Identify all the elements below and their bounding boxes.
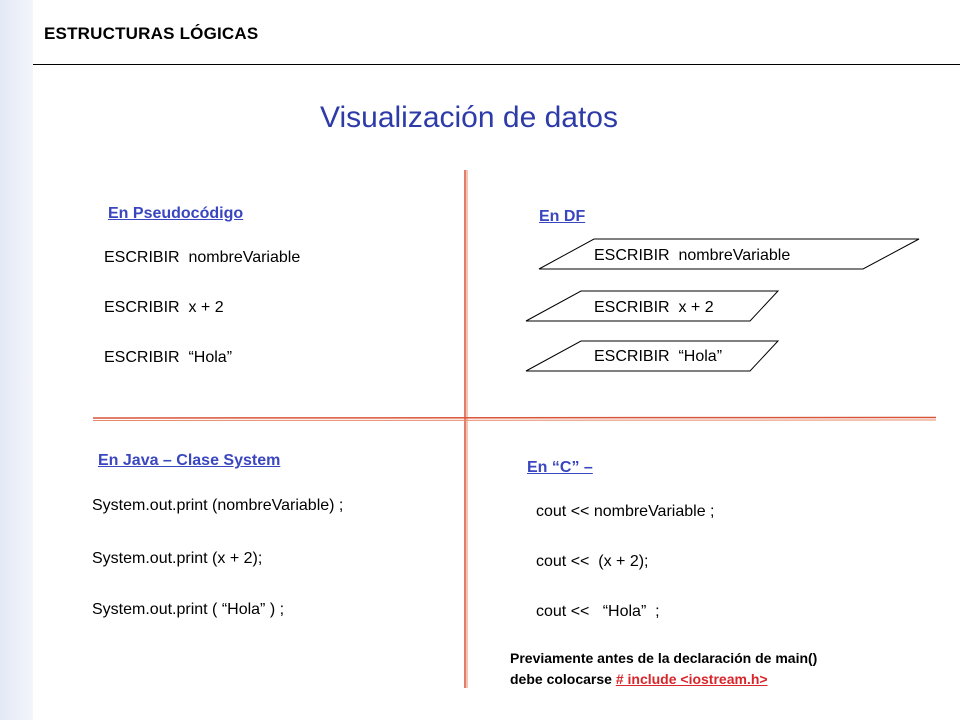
df-shape-1-text: ESCRIBIR nombreVariable xyxy=(594,247,791,264)
df-shape-3 xyxy=(525,340,779,372)
note-line-2-prefix: debe colocarse xyxy=(510,671,616,687)
heading-c: En “C” – xyxy=(527,459,593,476)
header-divider xyxy=(33,64,960,65)
java-line-1: System.out.print (nombreVariable) ; xyxy=(92,497,344,514)
note-line-2 xyxy=(510,669,817,690)
df-shape-2 xyxy=(525,290,779,322)
df-shape-3-text: ESCRIBIR “Hola” xyxy=(594,348,723,365)
heading-df: En DF xyxy=(539,208,586,225)
df-shape-2-text: ESCRIBIR x + 2 xyxy=(594,299,714,316)
header-title: ESTRUCTURAS LÓGICAS xyxy=(44,24,259,43)
pseudo-line-1: ESCRIBIR nombreVariable xyxy=(104,249,301,266)
df-shape-1 xyxy=(538,238,920,270)
horizontal-divider xyxy=(93,416,936,422)
heading-java: En Java – Clase System xyxy=(98,452,281,469)
java-line-2: System.out.print (x + 2); xyxy=(92,550,263,567)
note-line-1: Previamente antes de la declaración de main() xyxy=(510,650,818,666)
c-line-1: cout << nombreVariable ; xyxy=(536,503,715,520)
page-title-text: Visualización de datos xyxy=(320,101,618,134)
include-directive: # include <iostream.h> xyxy=(615,671,768,687)
c-line-2: cout << (x + 2); xyxy=(536,553,649,570)
vertical-divider xyxy=(464,170,468,688)
java-line-3: System.out.print ( “Hola” ) ; xyxy=(92,601,285,618)
include-note xyxy=(510,648,817,690)
heading-pseudocodigo: En Pseudocódigo xyxy=(108,205,244,222)
page-title xyxy=(0,101,960,135)
pseudo-line-3: ESCRIBIR “Hola” xyxy=(104,349,233,366)
c-line-3: cout << “Hola” ; xyxy=(536,603,660,620)
pseudo-line-2: ESCRIBIR x + 2 xyxy=(104,299,224,316)
